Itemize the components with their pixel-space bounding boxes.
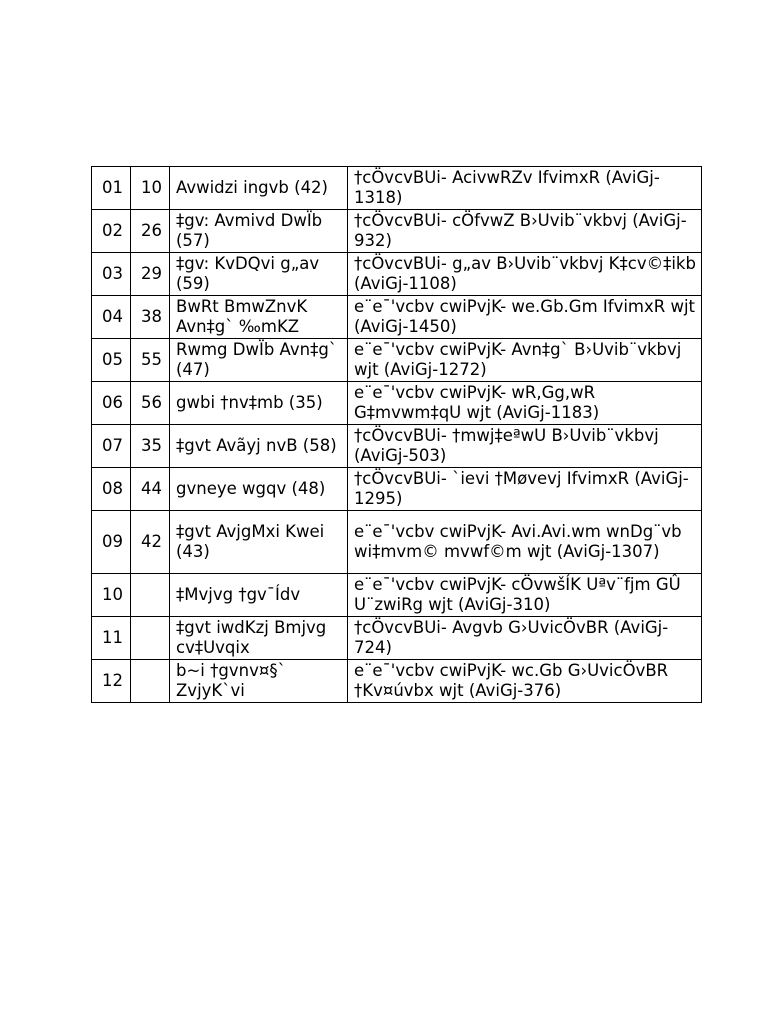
detail-cell: †cÖvcvBUi- g„av B›Uvib¨vkbvj K‡cv©‡ikb (AviGj-1108) xyxy=(348,253,702,296)
serial-cell: 11 xyxy=(92,617,131,660)
detail-cell: e¨e¯'vcbv cwiPvjK- we.Gb.Gm IfvimxR wjt (AviGj-1450) xyxy=(348,296,702,339)
serial-cell: 03 xyxy=(92,253,131,296)
name-cell: ‡gvt Avãyj nvB (58) xyxy=(170,425,348,468)
data-table xyxy=(91,166,702,703)
table-row xyxy=(92,253,702,296)
name-cell: ‡gv: KvDQvi g„av (59) xyxy=(170,253,348,296)
name-cell: b~i †gvnv¤§` ZvjyK`vi xyxy=(170,660,348,703)
count-cell: 55 xyxy=(131,339,170,382)
count-cell: 38 xyxy=(131,296,170,339)
table-row xyxy=(92,167,702,210)
serial-cell: 04 xyxy=(92,296,131,339)
detail-cell: e¨e¯'vcbv cwiPvjK- wc.Gb G›UvicÖvBR †Kv¤úvbx wjt (AviGj-376) xyxy=(348,660,702,703)
serial-cell: 09 xyxy=(92,511,131,574)
table-row xyxy=(92,339,702,382)
count-cell xyxy=(131,574,170,617)
name-cell: ‡gvt iwdKzj Bmjvg cv‡Uvqix xyxy=(170,617,348,660)
serial-cell: 05 xyxy=(92,339,131,382)
name-cell: gvneye wgqv (48) xyxy=(170,468,348,511)
serial-cell: 02 xyxy=(92,210,131,253)
detail-cell: †cÖvcvBUi- cÖfvwZ B›Uvib¨vkbvj (AviGj-932) xyxy=(348,210,702,253)
table-row xyxy=(92,210,702,253)
serial-cell: 07 xyxy=(92,425,131,468)
detail-cell: †cÖvcvBUi- `ievi †Møvevj IfvimxR (AviGj-1295) xyxy=(348,468,702,511)
count-cell: 44 xyxy=(131,468,170,511)
name-cell: gwbi †nv‡mb (35) xyxy=(170,382,348,425)
detail-cell: e¨e¯'vcbv cwiPvjK- Avi.Avi.wm wnDg¨vb wi‡mvm© mvwf©m wjt (AviGj-1307) xyxy=(348,511,702,574)
name-cell: ‡Mvjvg †gv¯Ídv xyxy=(170,574,348,617)
name-cell: Avwidzi ingvb (42) xyxy=(170,167,348,210)
count-cell xyxy=(131,660,170,703)
name-cell: ‡gv: Avmivd DwÏb (57) xyxy=(170,210,348,253)
count-cell: 26 xyxy=(131,210,170,253)
table-row xyxy=(92,468,702,511)
table-row xyxy=(92,511,702,574)
count-cell: 29 xyxy=(131,253,170,296)
table-row xyxy=(92,296,702,339)
table-row xyxy=(92,617,702,660)
serial-cell: 10 xyxy=(92,574,131,617)
detail-cell: e¨e¯'vcbv cwiPvjK- cÖvwšÍK Uªv¨fjm GÛ U¨zwiRg wjt (AviGj-310) xyxy=(348,574,702,617)
count-cell: 10 xyxy=(131,167,170,210)
count-cell xyxy=(131,617,170,660)
table-row xyxy=(92,660,702,703)
name-cell: ‡gvt AvjgMxi Kwei (43) xyxy=(170,511,348,574)
count-cell: 35 xyxy=(131,425,170,468)
serial-cell: 08 xyxy=(92,468,131,511)
serial-cell: 06 xyxy=(92,382,131,425)
table-row xyxy=(92,382,702,425)
name-cell: BwRt BmwZnvK Avn‡g` ‰mKZ xyxy=(170,296,348,339)
count-cell: 56 xyxy=(131,382,170,425)
detail-cell: †cÖvcvBUi- †mwj‡eªwU B›Uvib¨vkbvj (AviGj-503) xyxy=(348,425,702,468)
serial-cell: 12 xyxy=(92,660,131,703)
table-row xyxy=(92,425,702,468)
name-cell: Rwmg DwÏb Avn‡g` (47) xyxy=(170,339,348,382)
detail-cell: e¨e¯'vcbv cwiPvjK- wR,Gg,wR G‡mvwm‡qU wjt (AviGj-1183) xyxy=(348,382,702,425)
serial-cell: 01 xyxy=(92,167,131,210)
table-row xyxy=(92,574,702,617)
detail-cell: †cÖvcvBUi- AcivwRZv IfvimxR (AviGj-1318) xyxy=(348,167,702,210)
detail-cell: †cÖvcvBUi- Avgvb G›UvicÖvBR (AviGj-724) xyxy=(348,617,702,660)
detail-cell: e¨e¯'vcbv cwiPvjK- Avn‡g` B›Uvib¨vkbvj wjt (AviGj-1272) xyxy=(348,339,702,382)
count-cell: 42 xyxy=(131,511,170,574)
